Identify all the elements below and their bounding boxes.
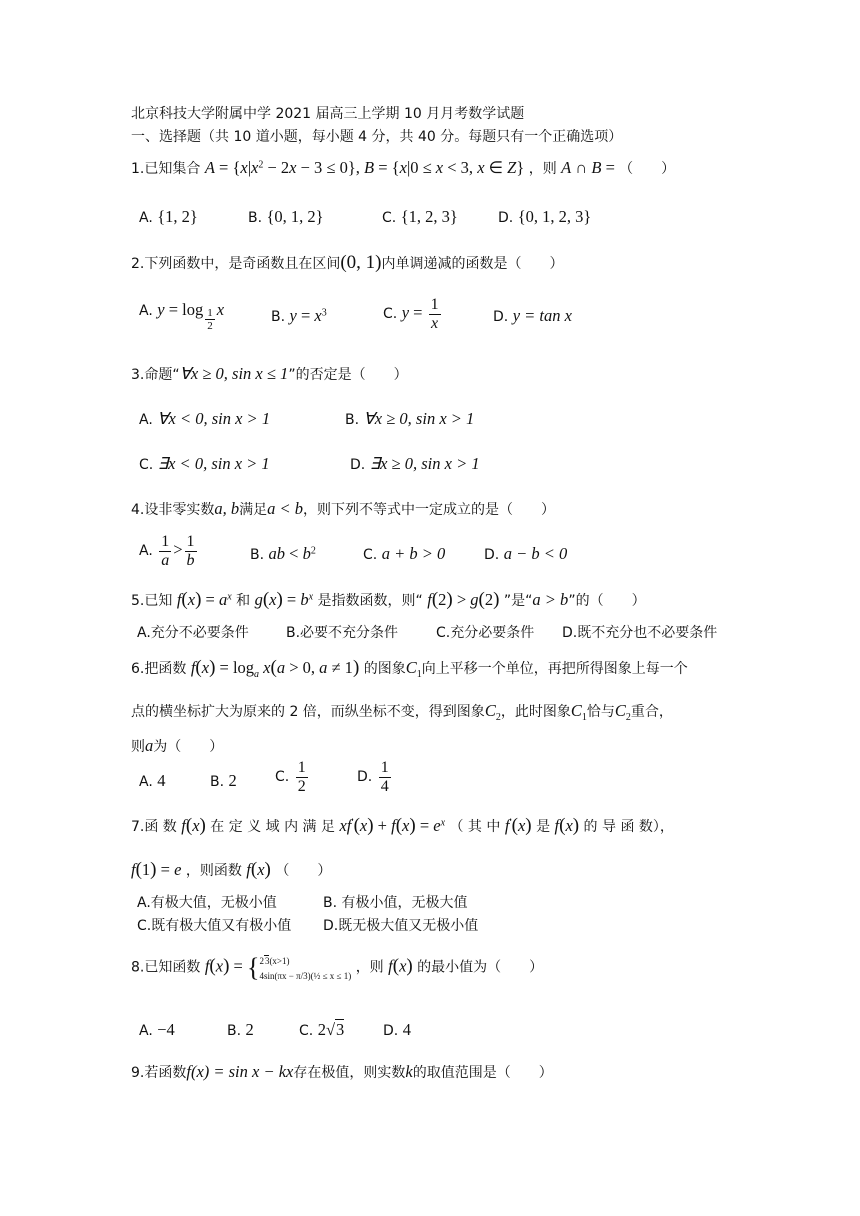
question-5: 5.已知 $f(x) = a^x$ 和 $g(x) = b^x$ 是指数函数，则“ f(2) > g(2) ”是“a > b”的（ ） [131,589,646,610]
q5-option-c[interactable]: C.充分必要条件 [436,625,535,641]
q7-option-c[interactable]: C.既有极大值又有极小值 [137,918,292,934]
q3-option-c[interactable]: C. ∃x < 0, sin x > 1 [139,454,270,473]
q4-option-d[interactable]: D. a − b < 0 [484,544,568,563]
q3-option-b[interactable]: B. ∀x ≥ 0, sin x > 1 [345,409,475,428]
q5-option-a[interactable]: A.充分不必要条件 [137,625,249,641]
q7-option-d[interactable]: D.既无极大值又无极小值 [323,918,479,934]
q4-option-b[interactable]: B. ab < $b^2$ [250,544,316,563]
question-2: 2.下列函数中，是奇函数且在区间(0, 1)内单调递减的函数是（ ） [131,252,564,273]
q6-option-d[interactable]: D. $\frac{1}{4}$ [357,759,389,795]
section-heading: 一、选择题（共 10 道小题，每小题 4 分，共 40 分。每题只有一个正确选项） [131,129,623,145]
piecewise-cases: 23(x>1) 4sin(πx − π/3)(½ ≤ x ≤ 1) [259,955,352,981]
q1-option-c[interactable]: C. {1, 2, 3} [382,207,458,226]
q1-option-a[interactable]: A. {1, 2} [139,207,198,226]
q3-option-d[interactable]: D. ∃x ≥ 0, sin x > 1 [350,454,480,473]
q6-option-c[interactable]: C. $\frac{1}{2}$ [275,759,306,795]
q8-option-c[interactable]: C. 2√3 [299,1020,345,1039]
q2-option-c[interactable]: C. y = $\frac{1}{x}$ [383,296,439,332]
q6-option-b[interactable]: B. 2 [210,771,237,790]
q5-option-b[interactable]: B.必要不充分条件 [286,625,399,641]
question-3: 3.命题“∀x ≥ 0, sin x ≤ 1”的否定是（ ） [131,364,408,383]
q8-option-a[interactable]: A. −4 [139,1020,175,1039]
question-6-line-2: 点的横坐标扩大为原来的 2 倍，而纵坐标不变，得到图象$C_2$，此时图象$C_1$恰与$C_2$重合， [131,701,673,723]
q1-option-d[interactable]: D. {0, 1, 2, 3} [498,207,592,226]
q4-option-a[interactable]: A. $\frac{1}{a}$ > $\frac{1}{b}$ [139,533,195,569]
q7-option-b[interactable]: B. 有极小值，无极大值 [323,895,468,911]
q8-option-d[interactable]: D. 4 [383,1020,411,1039]
question-7-line-1: 7.函 数 f(x) 在 定 义 域 内 满 足 $xf'(x) + f(x) = e^x$ （ 其 中 f′(x) 是 f(x) 的 导 函 数）， [131,815,674,836]
question-1: 1.已知集合 $A = \{x|x^2 - 2x - 3 \le 0\}$, B = {x|0 ≤ x < 3, x ∈ Z} ，则 A ∩ B = （ ） [131,158,676,177]
question-6-line-3: 则a为（ ） [131,736,224,755]
q7-option-a[interactable]: A.有极大值，无极小值 [137,895,277,911]
q2-option-a[interactable]: A. y = log $\frac{1}{2}$ x [139,300,225,332]
question-4: 4.设非零实数a, b满足a < b，则下列不等式中一定成立的是（ ） [131,499,555,518]
q1-option-b[interactable]: B. {0, 1, 2} [248,207,324,226]
question-8: 8.已知函数 f(x) = {23(x>1) 4sin(πx − π/3)(½ ≤ x ≤ 1) ，则 f(x) 的最小值为（ ） [131,953,544,982]
exam-title: 北京科技大学附属中学 2021 届高三上学期 10 月月考数学试题 [131,106,525,122]
q5-option-d[interactable]: D.既不充分也不必要条件 [562,625,718,641]
question-6-line-1: 6.把函数 $f(x) = \log_a x(a > 0$, a ≠ 1) 的图象$C_1$向上平移一个单位，再把所得图象上每一个 [131,657,688,680]
q8-option-b[interactable]: B. 2 [227,1020,254,1039]
q4-option-c[interactable]: C. a + b > 0 [363,544,446,563]
q6-option-a[interactable]: A. 4 [139,771,166,790]
question-9: 9.若函数f(x) = sin x − kx存在极值，则实数k的取值范围是（ ） [131,1062,553,1081]
q2-option-b[interactable]: B. $y = x^3$ [271,306,327,325]
q3-option-a[interactable]: A. ∀x < 0, sin x > 1 [139,409,271,428]
question-7-line-2: f(1) = e ，则函数 f(x) （ ） [131,859,332,880]
q2-option-d[interactable]: D. y = tan x [493,306,572,325]
